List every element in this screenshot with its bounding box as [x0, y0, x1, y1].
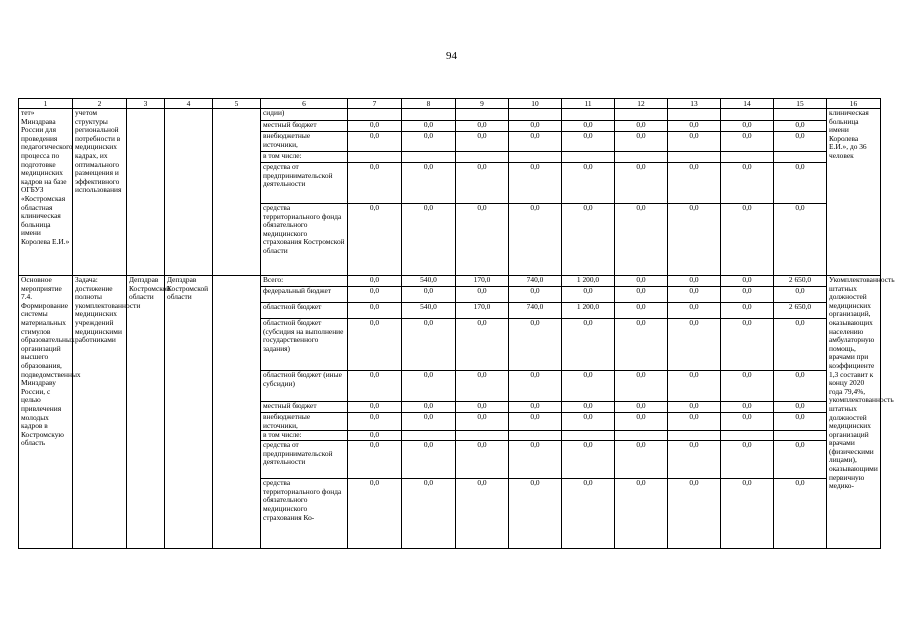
budget-table	[18, 98, 895, 549]
value-cell: 0,0	[402, 319, 456, 371]
value-cell: 0,0	[509, 371, 562, 402]
header-cell: 3	[127, 99, 165, 109]
value-cell: 0,0	[774, 319, 827, 371]
value-cell	[348, 152, 402, 163]
header-cell: 2	[73, 99, 127, 109]
value-cell: 0,0	[615, 402, 668, 413]
value-cell	[774, 109, 827, 121]
funding-source-cell: средства от предпринимательской деятельности	[261, 163, 348, 204]
value-cell: 0,0	[668, 413, 721, 431]
value-cell: 0,0	[774, 204, 827, 276]
value-cell: 0,0	[774, 163, 827, 204]
header-cell: 8	[402, 99, 456, 109]
value-cell	[402, 152, 456, 163]
value-cell: 0,0	[721, 287, 774, 303]
participant-cell	[213, 109, 261, 276]
value-cell: 0,0	[668, 204, 721, 276]
value-cell: 740,0	[509, 276, 562, 287]
value-cell	[348, 109, 402, 121]
value-cell: 0,0	[562, 132, 615, 152]
indicator-cell: Укомплектованность штатных должностей медицинских организаций, оказывающих населению амбулаторную помощь, врачами при коэффициенте 1,3 составит к концу 2020 года 79,4%, укомплектованность штатных должностей медицинских организаций врачами (физическими лицами), оказывающими первичную медико-	[827, 276, 881, 549]
value-cell: 0,0	[348, 413, 402, 431]
value-cell	[562, 152, 615, 163]
funding-source-cell: местный бюджет	[261, 402, 348, 413]
funding-source-cell: сидии)	[261, 109, 348, 121]
value-cell	[509, 431, 562, 441]
funding-source-cell: местный бюджет	[261, 121, 348, 132]
value-cell: 0,0	[402, 402, 456, 413]
header-cell: 14	[721, 99, 774, 109]
funding-source-cell: внебюджетные источники,	[261, 132, 348, 152]
header-cell: 13	[668, 99, 721, 109]
coexecutor-cell	[165, 109, 213, 276]
value-cell: 0,0	[562, 204, 615, 276]
value-cell: 0,0	[562, 319, 615, 371]
value-cell: 0,0	[348, 287, 402, 303]
value-cell	[509, 109, 562, 121]
value-cell: 0,0	[509, 319, 562, 371]
value-cell: 0,0	[348, 276, 402, 287]
value-cell: 0,0	[668, 276, 721, 287]
task-cell: учетом структуры региональной потребности в медицинских кадрах, их оптимального размещения и эффективного использования	[73, 109, 127, 276]
participant-cell	[213, 276, 261, 549]
value-cell	[615, 109, 668, 121]
value-cell	[721, 152, 774, 163]
value-cell: 0,0	[348, 431, 402, 441]
value-cell: 0,0	[509, 163, 562, 204]
value-cell: 0,0	[509, 479, 562, 549]
value-cell: 0,0	[721, 479, 774, 549]
value-cell	[615, 431, 668, 441]
value-cell: 0,0	[721, 121, 774, 132]
value-cell: 0,0	[348, 132, 402, 152]
value-cell: 0,0	[348, 371, 402, 402]
value-cell: 0,0	[348, 303, 402, 319]
value-cell	[402, 109, 456, 121]
value-cell	[456, 431, 509, 441]
funding-source-cell: областной бюджет (иные субсидии)	[261, 371, 348, 402]
value-cell	[615, 152, 668, 163]
value-cell: 2 650,0	[774, 303, 827, 319]
value-cell: 0,0	[721, 371, 774, 402]
table-row	[19, 276, 881, 287]
funding-source-cell: федеральный бюджет	[261, 287, 348, 303]
value-cell: 0,0	[402, 441, 456, 479]
funding-source-cell: областной бюджет	[261, 303, 348, 319]
value-cell: 0,0	[562, 163, 615, 204]
funding-source-cell: внебюджетные источники,	[261, 413, 348, 431]
value-cell	[456, 109, 509, 121]
value-cell: 0,0	[562, 413, 615, 431]
value-cell: 0,0	[668, 441, 721, 479]
value-cell: 0,0	[456, 121, 509, 132]
value-cell: 0,0	[668, 132, 721, 152]
value-cell	[456, 152, 509, 163]
value-cell: 0,0	[456, 413, 509, 431]
value-cell: 0,0	[509, 121, 562, 132]
indicator-cell: клиническая больница имени Королева Е.И.», до 36 человек	[827, 109, 881, 276]
value-cell	[721, 431, 774, 441]
value-cell: 0,0	[509, 413, 562, 431]
value-cell: 0,0	[402, 287, 456, 303]
value-cell: 540,0	[402, 276, 456, 287]
value-cell: 0,0	[615, 441, 668, 479]
value-cell: 0,0	[562, 479, 615, 549]
value-cell: 0,0	[509, 287, 562, 303]
value-cell: 0,0	[615, 479, 668, 549]
value-cell: 0,0	[509, 204, 562, 276]
value-cell: 540,0	[402, 303, 456, 319]
value-cell: 2 650,0	[774, 276, 827, 287]
header-cell: 12	[615, 99, 668, 109]
page-number: 94	[446, 50, 457, 62]
value-cell: 0,0	[402, 204, 456, 276]
activity-name-cell: тет» Минздрава России для проведения педагогического процесса по подготовке медицинских кадров на базе ОГБУЗ «Костромская областная клиническая больница имени Королева Е.И.»	[19, 109, 73, 276]
value-cell: 1 200,0	[562, 276, 615, 287]
value-cell: 0,0	[668, 287, 721, 303]
value-cell: 0,0	[668, 303, 721, 319]
value-cell: 0,0	[615, 163, 668, 204]
value-cell: 0,0	[562, 371, 615, 402]
value-cell: 0,0	[348, 163, 402, 204]
value-cell	[774, 431, 827, 441]
funding-source-cell: средства территориального фонда обязательного медицинского страхования Костромской области	[261, 204, 348, 276]
value-cell: 0,0	[668, 479, 721, 549]
value-cell: 0,0	[615, 132, 668, 152]
value-cell: 0,0	[509, 402, 562, 413]
value-cell: 0,0	[509, 441, 562, 479]
value-cell: 0,0	[348, 402, 402, 413]
value-cell: 0,0	[402, 132, 456, 152]
value-cell: 0,0	[721, 441, 774, 479]
value-cell: 170,0	[456, 276, 509, 287]
value-cell: 0,0	[774, 132, 827, 152]
value-cell	[774, 152, 827, 163]
value-cell: 0,0	[615, 319, 668, 371]
value-cell: 0,0	[456, 441, 509, 479]
value-cell	[562, 109, 615, 121]
value-cell: 0,0	[562, 121, 615, 132]
value-cell: 0,0	[668, 121, 721, 132]
value-cell: 0,0	[562, 402, 615, 413]
value-cell: 0,0	[774, 402, 827, 413]
value-cell: 0,0	[668, 163, 721, 204]
value-cell: 0,0	[721, 319, 774, 371]
value-cell: 0,0	[721, 303, 774, 319]
value-cell	[668, 109, 721, 121]
value-cell: 0,0	[774, 479, 827, 549]
executor-cell	[127, 109, 165, 276]
value-cell: 0,0	[456, 204, 509, 276]
value-cell: 0,0	[456, 163, 509, 204]
value-cell: 0,0	[615, 287, 668, 303]
header-cell: 11	[562, 99, 615, 109]
value-cell: 0,0	[402, 163, 456, 204]
header-cell: 16	[827, 99, 881, 109]
value-cell: 0,0	[668, 371, 721, 402]
value-cell: 0,0	[509, 132, 562, 152]
value-cell	[509, 152, 562, 163]
funding-source-cell: в том числе:	[261, 152, 348, 163]
value-cell: 0,0	[456, 479, 509, 549]
value-cell: 1 200,0	[562, 303, 615, 319]
value-cell: 0,0	[402, 479, 456, 549]
value-cell: 0,0	[774, 371, 827, 402]
value-cell: 0,0	[668, 402, 721, 413]
value-cell: 0,0	[402, 413, 456, 431]
header-row	[19, 99, 881, 109]
funding-source-cell: в том числе:	[261, 431, 348, 441]
value-cell: 0,0	[456, 319, 509, 371]
value-cell: 170,0	[456, 303, 509, 319]
value-cell: 0,0	[721, 132, 774, 152]
header-cell: 6	[261, 99, 348, 109]
coexecutor-cell: Депздрав Костромской области	[165, 276, 213, 549]
funding-source-cell: Всего:	[261, 276, 348, 287]
value-cell: 0,0	[615, 204, 668, 276]
header-cell: 9	[456, 99, 509, 109]
value-cell: 0,0	[348, 204, 402, 276]
value-cell	[402, 431, 456, 441]
value-cell: 0,0	[348, 121, 402, 132]
executor-cell: Депздрав Костромской области	[127, 276, 165, 549]
value-cell: 0,0	[402, 371, 456, 402]
value-cell: 0,0	[774, 441, 827, 479]
value-cell: 0,0	[721, 204, 774, 276]
value-cell: 0,0	[456, 287, 509, 303]
table-row	[19, 109, 881, 121]
value-cell: 0,0	[615, 303, 668, 319]
header-cell: 5	[213, 99, 261, 109]
funding-source-cell: областной бюджет (субсидия на выполнение государственного задания)	[261, 319, 348, 371]
value-cell: 0,0	[721, 276, 774, 287]
value-cell: 0,0	[456, 371, 509, 402]
value-cell: 0,0	[456, 402, 509, 413]
task-cell: Задача: достижение полноты укомплектованности медицинских учреждений медицинскими работниками	[73, 276, 127, 549]
value-cell: 0,0	[348, 319, 402, 371]
header-cell: 15	[774, 99, 827, 109]
header-cell: 4	[165, 99, 213, 109]
value-cell: 0,0	[721, 163, 774, 204]
value-cell: 0,0	[562, 287, 615, 303]
value-cell	[562, 431, 615, 441]
header-cell: 10	[509, 99, 562, 109]
value-cell: 0,0	[562, 441, 615, 479]
value-cell: 0,0	[721, 413, 774, 431]
activity-name-cell: Основное мероприятие 7.4. Формирование системы материальных стимулов образовательных организаций высшего образования, подведомственных Минздраву России, с целью привлечения молодых кадров в Костромскую область	[19, 276, 73, 549]
value-cell: 0,0	[774, 121, 827, 132]
header-cell: 1	[19, 99, 73, 109]
header-cell: 7	[348, 99, 402, 109]
value-cell: 0,0	[615, 121, 668, 132]
value-cell: 0,0	[615, 371, 668, 402]
value-cell: 0,0	[774, 287, 827, 303]
value-cell: 0,0	[348, 441, 402, 479]
value-cell	[668, 152, 721, 163]
value-cell: 0,0	[774, 413, 827, 431]
value-cell	[668, 431, 721, 441]
value-cell: 0,0	[348, 479, 402, 549]
value-cell: 0,0	[402, 121, 456, 132]
funding-source-cell: средства от предпринимательской деятельности	[261, 441, 348, 479]
value-cell: 0,0	[615, 413, 668, 431]
value-cell: 0,0	[668, 319, 721, 371]
value-cell: 0,0	[721, 402, 774, 413]
value-cell	[721, 109, 774, 121]
value-cell: 0,0	[456, 132, 509, 152]
funding-source-cell: средства территориального фонда обязательного медицинского страхования Ко-	[261, 479, 348, 549]
value-cell: 740,0	[509, 303, 562, 319]
value-cell: 0,0	[615, 276, 668, 287]
